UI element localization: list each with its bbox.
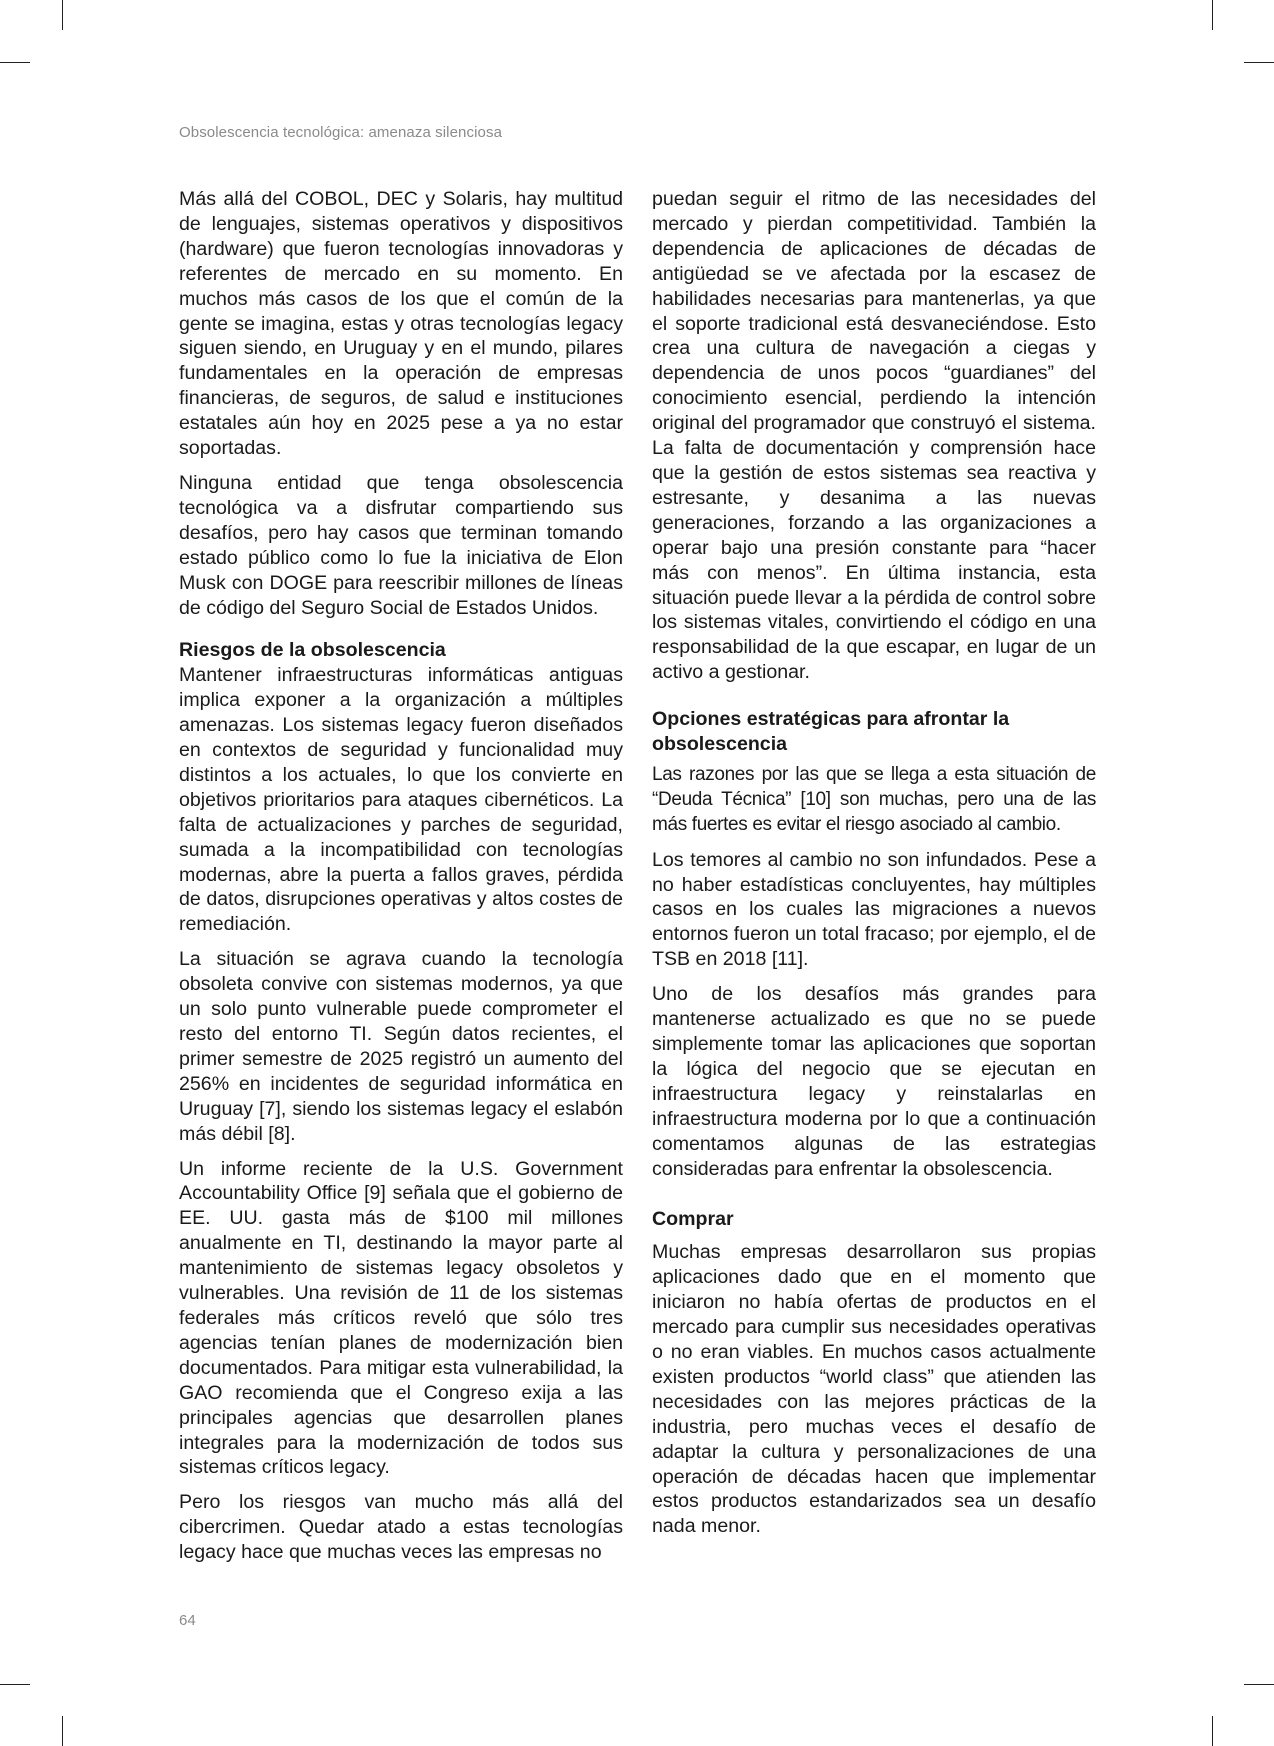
paragraph: Más allá del COBOL, DEC y Solaris, hay multitud de lenguajes, sistemas operativos y dispositivos (hardware) que fueron tecnologías innovadoras y referentes de mercado en su momento. En muchos más casos de los que el común de la gente se imagina, estas y otras tecnologías legacy siguen siendo, en Uruguay y en el mundo, pilares fundamentales en la operación de empresas financieras, de seguros, de salud e instituciones estatales aún hoy en 2025 pese a ya no estar soportadas. bbox=[179, 188, 623, 460]
page-number: 64 bbox=[179, 1612, 196, 1629]
crop-mark-bottom-right bbox=[1212, 1716, 1213, 1746]
paragraph: Las razones por las que se llega a esta situación de “Deuda Técnica” [10] son muchas, pero una de las más fuertes es evitar el riesgo asociado al cambio. bbox=[652, 763, 1096, 835]
paragraph: Pero los riesgos van mucho más allá del cibercrimen. Quedar atado a estas tecnologías legacy hace que muchas veces las empresas no bbox=[179, 1491, 623, 1564]
crop-mark-top-left bbox=[62, 0, 63, 30]
section-heading-riesgos: Riesgos de la obsolescencia bbox=[179, 639, 446, 662]
crop-mark-bottom-left bbox=[62, 1716, 63, 1746]
crop-mark-top-right bbox=[1212, 0, 1213, 30]
section-heading-comprar: Comprar bbox=[652, 1208, 734, 1231]
crop-mark-left-top bbox=[0, 62, 30, 63]
paragraph: Un informe reciente de la U.S. Government Accountability Office [9] señala que el gobierno de EE. UU. gasta más de $100 mil millones anualmente en TI, destinando la mayor parte al mantenimiento de sistemas legacy obsoletos y vulnerables. Una revisión de 11 de los sistemas federales más críticos reveló que sólo tres agencias tenían planes de modernización bien documentados. Para mitigar esta vulnerabilidad, la GAO recomienda que el Congreso exija a las principales agencias que desarrollen planes integrales para la modernización de todos sus sistemas críticos legacy. bbox=[179, 1157, 623, 1479]
section-heading-opciones: Opciones estratégicas para afrontar la obsolescencia bbox=[652, 708, 1010, 756]
right-column bbox=[652, 187, 1096, 1549]
crop-mark-right-bottom bbox=[1244, 1684, 1274, 1685]
paragraph: Mantener infraestructuras informáticas antiguas implica exponer a la organización a múltiples amenazas. Los sistemas legacy fueron diseñados en contextos de seguridad y funcionalidad muy distintos a los actuales, lo que los convierte en objetivos prioritarios para ataques cibernéticos. La falta de actualizaciones y parches de seguridad, sumada a la incompatibilidad con tecnologías modernas, abre la puerta a fallos graves, pérdida de datos, disrupciones operativas y altos costes de remediación. bbox=[179, 664, 623, 936]
paragraph: puedan seguir el ritmo de las necesidades del mercado y pierdan competitividad. También la dependencia de aplicaciones de décadas de antigüedad se ve afectada por la escasez de habilidades necesarias para mantenerlas, ya que el soporte tradicional está desvaneciéndose. Esto crea una cultura de navegación a ciegas y dependencia de unos pocos “guardianes” del conocimiento esencial, perdiendo la intención original del programador que construyó el sistema. La falta de documentación y comprensión hace que la gestión de estos sistemas sea reactiva y estresante, y desanima a las nuevas generaciones, forzando a las organizaciones a operar bajo una presión constante para “hacer más con menos”. En última instancia, esta situación puede llevar a la pérdida de control sobre los sistemas vitales, convirtiendo el código en una responsabilidad de la que escapar, en lugar de un activo a gestionar. bbox=[652, 188, 1096, 684]
paragraph: Ninguna entidad que tenga obsolescencia tecnológica va a disfrutar compartiendo sus desafíos, pero hay casos que terminan tomando estado público como lo fue la iniciativa de Elon Musk con DOGE para reescribir millones de líneas de código del Seguro Social de Estados Unidos. bbox=[179, 471, 623, 619]
paragraph: Uno de los desafíos más grandes para mantenerse actualizado es que no se puede simplemente tomar las aplicaciones que soportan la lógica del negocio que se ejecutan en infraestructura legacy y reinstalarlas en infraestructura moderna por lo que a continuación comentamos algunas de las estrategias consideradas para enfrentar la obsolescencia. bbox=[652, 983, 1096, 1180]
paragraph: La situación se agrava cuando la tecnología obsoleta convive con sistemas modernos, ya que un solo punto vulnerable puede comprometer el resto del entorno TI. Según datos recientes, el primer semestre de 2025 registró un aumento del 256% en incidentes de seguridad informática en Uruguay [7], siendo los sistemas legacy el eslabón más débil [8]. bbox=[179, 948, 623, 1145]
crop-mark-right-top bbox=[1244, 62, 1274, 63]
paragraph: Muchas empresas desarrollaron sus propias aplicaciones dado que en el momento que iniciaron no había ofertas de productos en el mercado para cumplir sus necesidades operativas o no eran viables. En muchos casos actualmente existen productos “world class” que atienden las necesidades con las mejores prácticas de la industria, pero muchas veces el desafío de adaptar la cultura y personalizaciones de una operación de décadas hacen que implementar estos productos estandarizados sea un desafío nada menor. bbox=[652, 1241, 1096, 1538]
running-header: Obsolescencia tecnológica: amenaza silenciosa bbox=[179, 124, 503, 141]
left-column bbox=[179, 187, 623, 1575]
paragraph: Los temores al cambio no son infundados. Pese a no haber estadísticas concluyentes, hay múltiples casos en los cuales las migraciones a nuevos entornos fueron un total fracaso; por ejemplo, el de TSB en 2018 [11]. bbox=[652, 848, 1096, 971]
crop-mark-left-bottom bbox=[0, 1684, 30, 1685]
